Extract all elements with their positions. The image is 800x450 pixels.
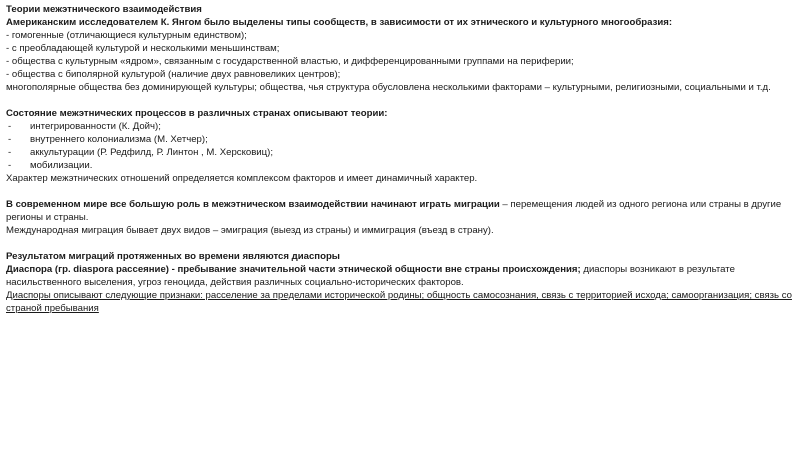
list-item: - с преобладающей культурой и несколькими меньшинствам; [6, 43, 280, 54]
slide-content [6, 3, 792, 315]
diaspora-definition [6, 263, 792, 289]
migration-paragraph [6, 198, 792, 224]
list-item: - аккультурации (Р. Редфилд, Р. Линтон , М. Херсковиц); [6, 146, 792, 159]
migration-types: Международная миграция бывает двух видов – эмиграция (выезд из страны) и иммиграция (въезд в страну). [6, 225, 494, 236]
spacer [6, 237, 792, 250]
spacer [6, 94, 792, 107]
section-title: Результатом миграций протяженных во времени являются диаспоры [6, 251, 341, 262]
section-intro: Американским исследователем К. Янгом было выделены типы сообществ, в зависимости от их этнического и культурного многообразия: [6, 17, 673, 28]
section-diaspora [6, 250, 792, 315]
section-theories-of-interaction [6, 3, 792, 94]
list-item: - мобилизации. [6, 159, 792, 172]
diaspora-signs: Диаспоры описывают следующие признаки: расселение за пределами исторической родины; общность самосознания, связь с территорией исхода; самоорганизация; связь со страной пребывания [6, 290, 792, 314]
list-item: - внутреннего колониализма (М. Хетчер); [6, 133, 792, 146]
theories-list [6, 120, 792, 172]
spacer [6, 185, 792, 198]
list-item: - общества с биполярной культурой (наличие двух равновеликих центров); [6, 69, 341, 80]
section-closing: многополярные общества без доминирующей культуры; общества, чья структура обусловлена несколькими факторами – культурными, религиозными, социальными и т.д. [6, 82, 771, 93]
section-title: Теории межэтнического взаимодействия [6, 4, 202, 15]
section-closing: Характер межэтнических отношений определяется комплексом факторов и имеет динамичный характер. [6, 173, 478, 184]
list-item: - интегрированности (К. Дойч); [6, 120, 792, 133]
definition-rest: диаспоры возникают в результате насильственного выселения, угроз геноцида, действия различных социально-исторических факторов. [6, 264, 735, 288]
migration-rest: – перемещения людей из одного региона или страны в другие регионы и страны. [6, 199, 782, 223]
list-item: - общества с культурным «ядром», связанным с государственной властью, и дифференцированными группами на периферии; [6, 56, 574, 67]
section-interethnic-processes [6, 107, 792, 185]
definition-term: Диаспора (гр. diaspora рассеяние) - пребывание значительной части этнической общности вне страны происхождения; [6, 264, 581, 275]
section-title: Состояние межэтнических процессов в различных странах описывают теории: [6, 108, 388, 119]
section-migration [6, 198, 792, 237]
migration-lead: В современном мире все большую роль в межэтническом взаимодействии начинают играть миграции [6, 199, 500, 210]
list-item: - гомогенные (отличающиеся культурным единством); [6, 30, 247, 41]
